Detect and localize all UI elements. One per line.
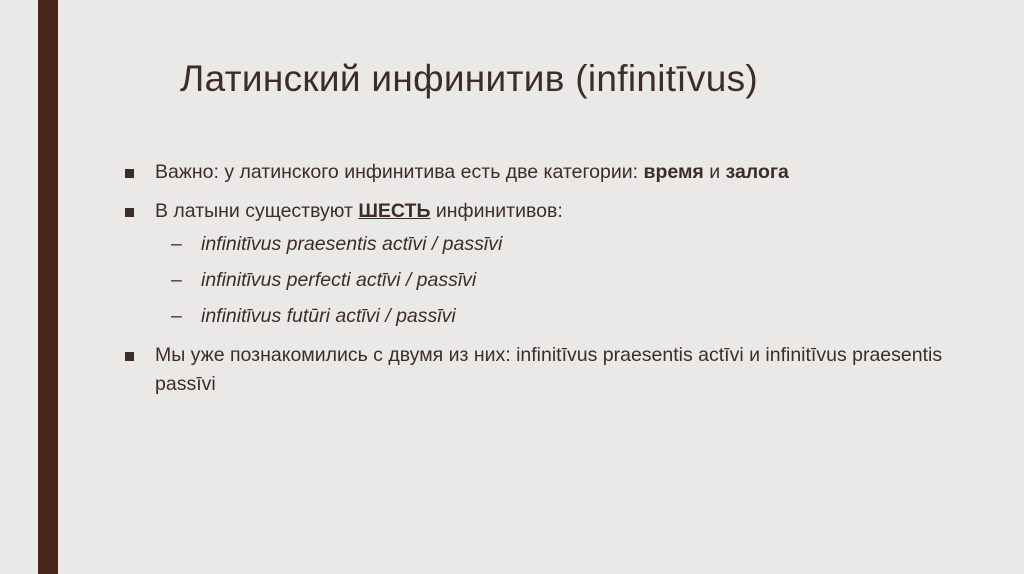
- bullet-suffix: инфинитивов:: [430, 200, 563, 222]
- sub-item-text: infinitīvus praesentis actīvi / passīvi: [201, 233, 503, 255]
- dash-marker: –: [171, 269, 182, 291]
- accent-bar: [38, 0, 58, 574]
- bold-time: время: [643, 161, 704, 183]
- dash-marker: –: [171, 233, 182, 255]
- bold-voice: залога: [725, 161, 789, 183]
- sub-item-text: infinitīvus perfecti actīvi / passīvi: [201, 269, 477, 291]
- bullet-item-six-infinitives: [125, 197, 945, 331]
- bullet-middle: и: [703, 161, 726, 183]
- bullet-item-already-known: [125, 341, 945, 399]
- square-bullet-icon: [125, 352, 134, 361]
- bullet-text: [155, 161, 789, 183]
- sub-item: [155, 302, 945, 331]
- sub-item: [155, 230, 945, 259]
- slide-title: Латинский инфинитив (infinitīvus): [180, 58, 759, 99]
- bullet-text: [155, 200, 563, 222]
- square-bullet-icon: [125, 208, 134, 217]
- bullet-prefix: В латыни существуют: [155, 200, 359, 222]
- dash-marker: –: [171, 305, 182, 327]
- bullet-prefix: Важно: у латинского инфинитива есть две категории:: [155, 161, 644, 183]
- slide-content: [125, 158, 945, 409]
- sub-list: [155, 230, 945, 331]
- bullet-text: Мы уже познакомились с двумя из них: infinitīvus praesentis actīvi и infinitīvus praesentis passīvi: [155, 344, 943, 395]
- sub-item: [155, 266, 945, 295]
- emphasis-six: ШЕСТЬ: [358, 200, 431, 222]
- sub-item-text: infinitīvus futūri actīvi / passīvi: [201, 305, 456, 327]
- square-bullet-icon: [125, 169, 134, 178]
- bullet-item-categories: [125, 158, 945, 187]
